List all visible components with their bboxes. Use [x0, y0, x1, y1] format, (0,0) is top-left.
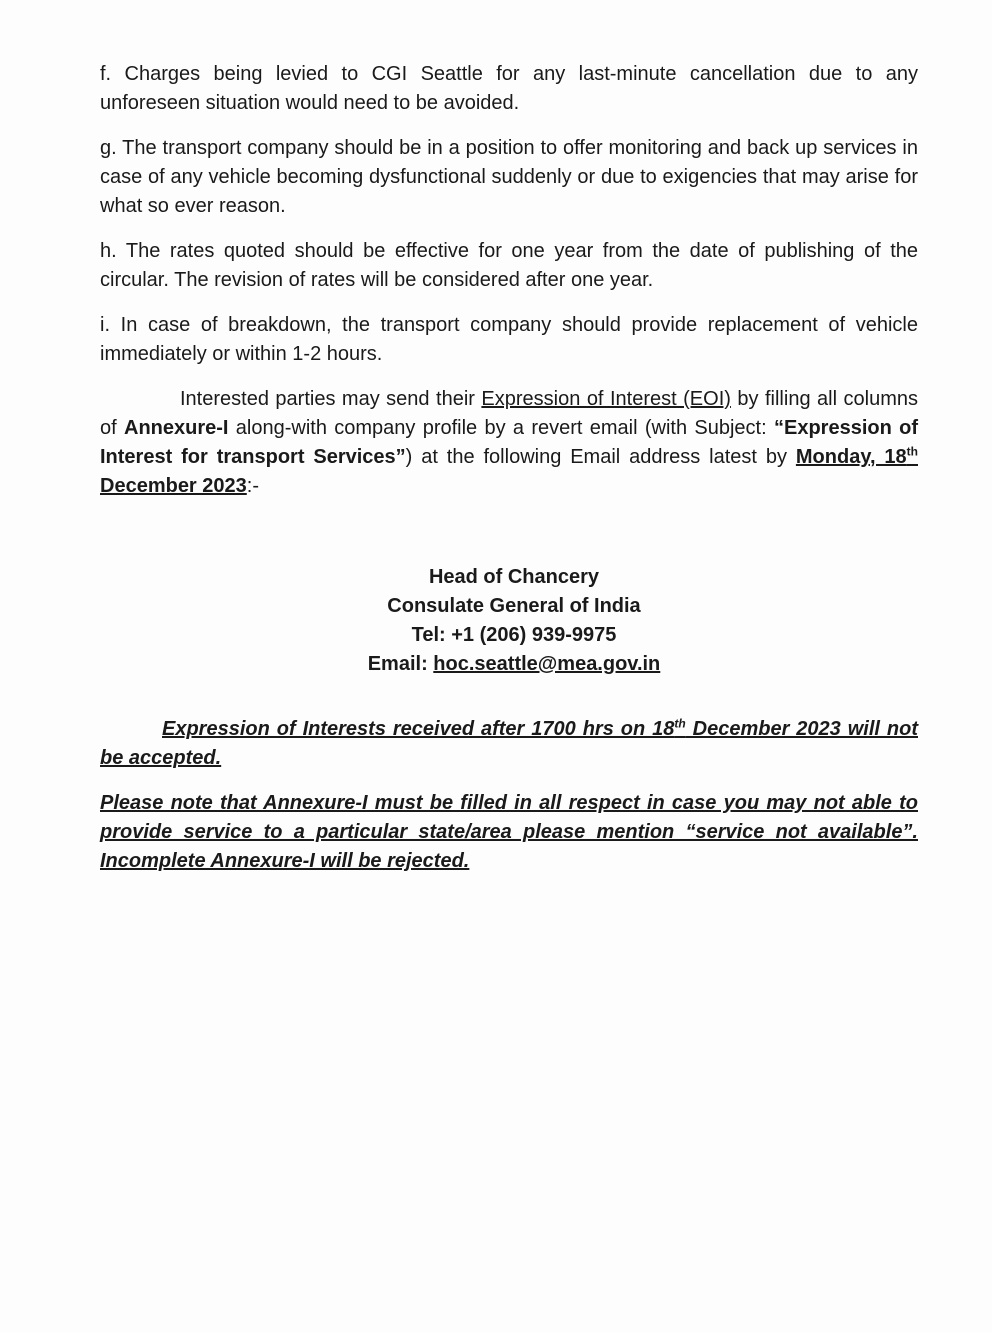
contact-designation: Head of Chancery	[428, 566, 600, 588]
eoi-term: Expression of Interest (EOI)	[481, 388, 731, 410]
eoi-text-4: ) at the following Email address latest by	[405, 446, 796, 468]
clause-i: i. In case of breakdown, the transport company should provide replacement of vehicle immediately or within 1-2 hours.	[100, 314, 918, 365]
clause-f: f. Charges being levied to CGI Seattle for any last-minute cancellation due to any unforeseen situation would need to be avoided.	[100, 63, 918, 114]
late-prefix: Expression of Interests received after 1700 hrs on 18	[162, 718, 675, 740]
deadline-suffix: December 2023	[100, 475, 247, 497]
deadline-prefix: Monday, 18	[795, 446, 907, 468]
clause-g: g. The transport company should be in a position to offer monitoring and back up services in case of any vehicle becoming dysfunctional suddenly or due to exigencies that may arise for what so ever reason.	[100, 137, 918, 217]
email-link[interactable]: hoc.seattle@mea.gov.in	[433, 653, 661, 675]
contact-office: Consulate General of India	[387, 595, 641, 617]
eoi-text-5: :-	[246, 475, 259, 497]
contact-tel	[110, 621, 918, 650]
annexure-notice: Please note that Annexure-I must be filled in all respect in case you may not able to provide service to a particular state/area please mention “service not available”. Incomplete Annexure-I will be rejected.	[100, 792, 918, 872]
eoi-text-1: Interested parties may send their	[180, 388, 482, 410]
late-submission-notice	[100, 715, 918, 773]
contact-email	[110, 650, 918, 679]
clause-h: h. The rates quoted should be effective for one year from the date of publishing of the circular. The revision of rates will be considered after one year.	[100, 240, 918, 291]
email-label: Email:	[367, 653, 428, 675]
eoi-text-3: along-with company profile by a revert email (with Subject:	[228, 417, 774, 439]
late-suffix: December 2023 will not be accepted.	[100, 718, 918, 769]
eoi-text-2: by filling all columns of	[100, 388, 918, 439]
annexure-reference: Annexure-I	[124, 417, 229, 439]
email-subject: “Expression of Interest for transport Services”	[100, 417, 918, 468]
tel-label: Tel:	[411, 624, 446, 646]
document-body	[100, 60, 918, 892]
contact-block	[100, 563, 918, 679]
late-sup: th	[674, 716, 686, 731]
eoi-paragraph	[100, 385, 918, 501]
tel-value: +1 (206) 939-9975	[451, 624, 617, 646]
deadline-sup: th	[906, 444, 918, 459]
